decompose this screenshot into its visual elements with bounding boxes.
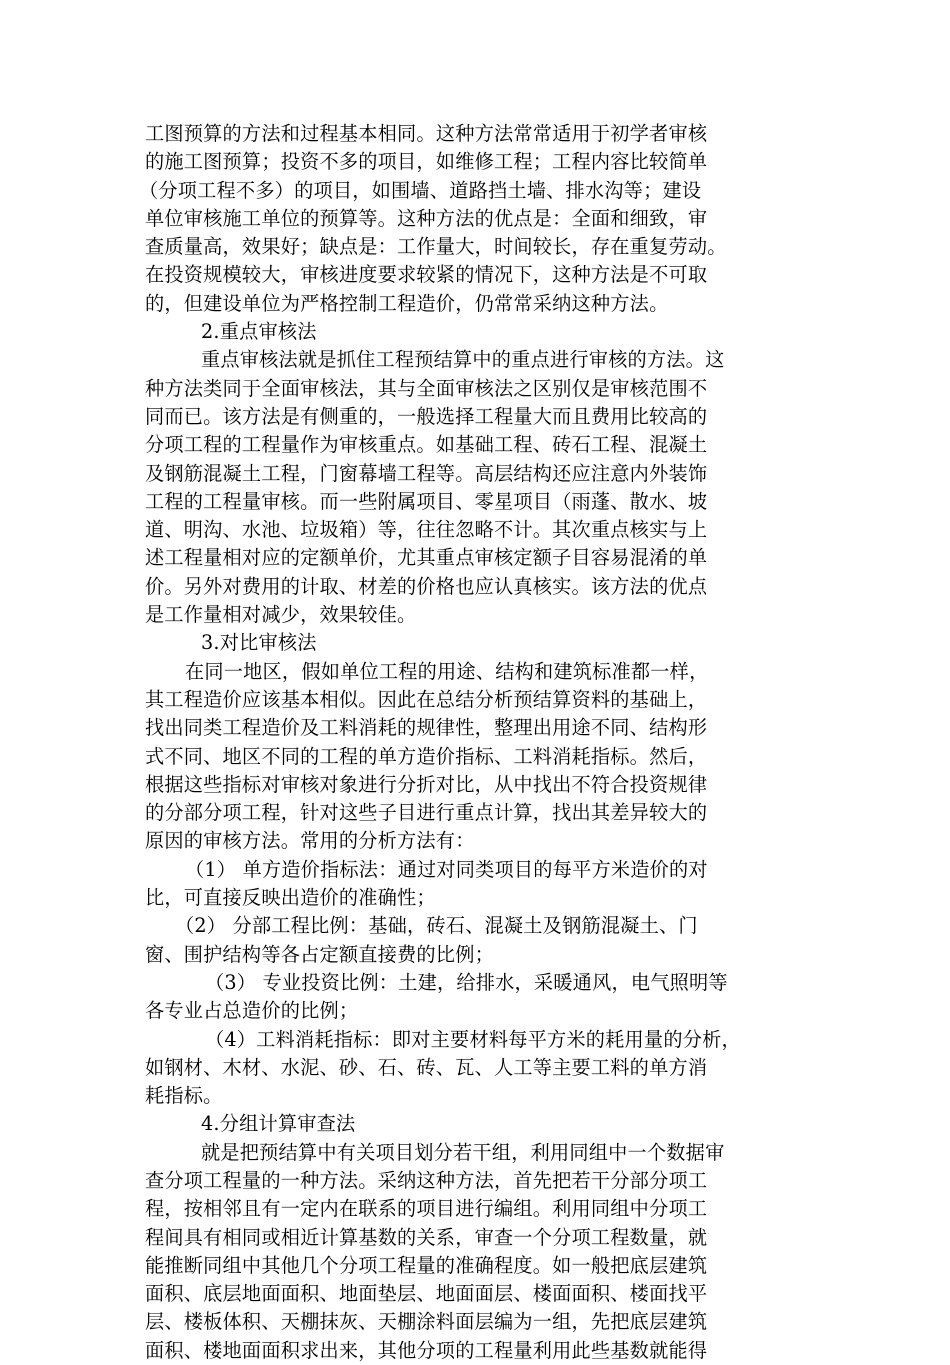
paragraph-full-review-continued	[139, 120, 805, 318]
list-item-2	[145, 912, 805, 969]
text-line: 工程的工程量审核。而一些附属项目、零星项目（雨蓬、散水、坡	[145, 489, 708, 513]
list-item-1	[145, 856, 805, 913]
text-line: 层、楼板体积、天棚抹灰、天棚涂料面层编为一组，先把底层建筑	[145, 1310, 708, 1334]
paragraph-group-calculation	[145, 1139, 805, 1365]
text-line: （2） 分部工程比例：基础，砖石、混凝土及钢筋混凝土、门	[175, 914, 698, 938]
text-line: 的分部分项工程，针对这些子目进行重点计算，找出其差异较大的	[145, 801, 708, 825]
text-line: 式不同、地区不同的工程的单方造价指标、工料消耗指标。然后，	[145, 744, 708, 768]
section-heading-4	[145, 1110, 805, 1138]
text-line: 单位审核施工单位的预算等。这种方法的优点是：全面和细致，审	[145, 206, 708, 230]
text-line: 程，按相邻且有一定内在联系的项目进行编组。利用同组中分项工	[145, 1197, 708, 1221]
text-line: 是工作量相对减少，效果较佳。	[145, 603, 417, 627]
text-line: 及钢筋混凝土工程，门窗幕墙工程等。高层结构还应注意内外装饰	[145, 461, 708, 485]
text-line: 同而已。该方法是有侧重的，一般选择工程量大而且费用比较高的	[145, 404, 708, 428]
section-heading-2	[145, 318, 805, 346]
text-line: 的，但建设单位为严格控制工程造价，仍常常采纳这种方法。	[145, 291, 669, 315]
document-page	[139, 120, 805, 1365]
paragraph-comparison-review	[145, 658, 805, 856]
list-item-3	[145, 969, 805, 1026]
heading-text: 2.重点审核法	[201, 320, 317, 344]
text-line: 工图预算的方法和过程基本相同。这种方法常常适用于初学者审核	[145, 122, 708, 145]
text-line: 的施工图预算；投资不多的项目，如维修工程；工程内容比较简单	[145, 150, 708, 174]
list-item-4	[145, 1026, 805, 1111]
section-heading-3	[145, 629, 805, 657]
text-line: （4）工料消耗指标：即对主要材料每平方米的耗用量的分析，	[205, 1027, 741, 1051]
text-line: 其工程造价应该基本相似。因此在总结分析预结算资料的基础上，	[145, 687, 708, 711]
text-line: 找出同类工程造价及工料消耗的规律性，整理出用途不同、结构形	[145, 716, 708, 740]
text-line: 就是把预结算中有关项目划分若干组，利用同组中一个数据审	[201, 1140, 725, 1164]
text-line: 面积、楼地面面积求出来，其他分项的工程量利用此些基数就能得	[145, 1338, 708, 1362]
text-line: 道、明沟、水池、垃圾箱）等，往往忽略不计。其次重点核实与上	[145, 518, 708, 542]
text-line: 窗、围护结构等各占定额直接费的比例；	[145, 942, 494, 966]
text-line: 查质量高，效果好；缺点是：工作量大，时间较长，存在重复劳动。	[145, 235, 727, 259]
text-line: 程间具有相同或相近计算基数的关系，审查一个分项工程数量，就	[145, 1225, 708, 1249]
text-line: （1） 单方造价指标法：通过对同类项目的每平方米造价的对	[185, 857, 708, 881]
paragraph-key-review	[145, 346, 805, 629]
text-line: 能推断同组中其他几个分项工程量的准确程度。如一般把底层建筑	[145, 1253, 708, 1277]
text-line: （分项工程不多）的项目，如围墙、道路挡土墙、排水沟等；建设	[139, 178, 702, 202]
text-line: 比，可直接反映出造价的准确性；	[145, 886, 436, 910]
text-line: 各专业占总造价的比例；	[145, 999, 359, 1023]
heading-text: 3.对比审核法	[201, 631, 317, 655]
text-line: 原因的审核方法。常用的分析方法有：	[145, 829, 475, 853]
text-line: 面积、底层地面面积、地面垫层、地面面层、楼面面积、楼面找平	[145, 1282, 708, 1306]
text-line: 分项工程的工程量作为审核重点。如基础工程、砖石工程、混凝土	[145, 433, 708, 457]
text-line: 根据这些指标对审核对象进行分折对比，从中找出不符合投资规律	[145, 772, 708, 796]
text-line: （3） 专业投资比例：土建，给排水，采暖通风，电气照明等	[205, 970, 728, 994]
text-line: 价。另外对费用的计取、材差的价格也应认真核实。该方法的优点	[145, 574, 708, 598]
text-line: 耗指标。	[145, 1084, 223, 1108]
text-line: 重点审核法就是抓住工程预结算中的重点进行审核的方法。这	[201, 348, 725, 372]
text-line: 在同一地区，假如单位工程的用途、结构和建筑标准都一样，	[185, 659, 709, 683]
heading-text: 4.分组计算审查法	[201, 1112, 356, 1136]
text-line: 如钢材、木材、水泥、砂、石、砖、瓦、人工等主要工料的单方消	[145, 1055, 708, 1079]
text-line: 查分项工程量的一种方法。采纳这种方法，首先把若干分部分项工	[145, 1168, 708, 1192]
text-line: 述工程量相对应的定额单价，尤其重点审核定额子目容易混淆的单	[145, 546, 708, 570]
text-line: 在投资规模较大，审核进度要求较紧的情况下，这种方法是不可取	[145, 263, 708, 287]
text-line: 种方法类同于全面审核法，其与全面审核法之区别仅是审核范围不	[145, 376, 708, 400]
